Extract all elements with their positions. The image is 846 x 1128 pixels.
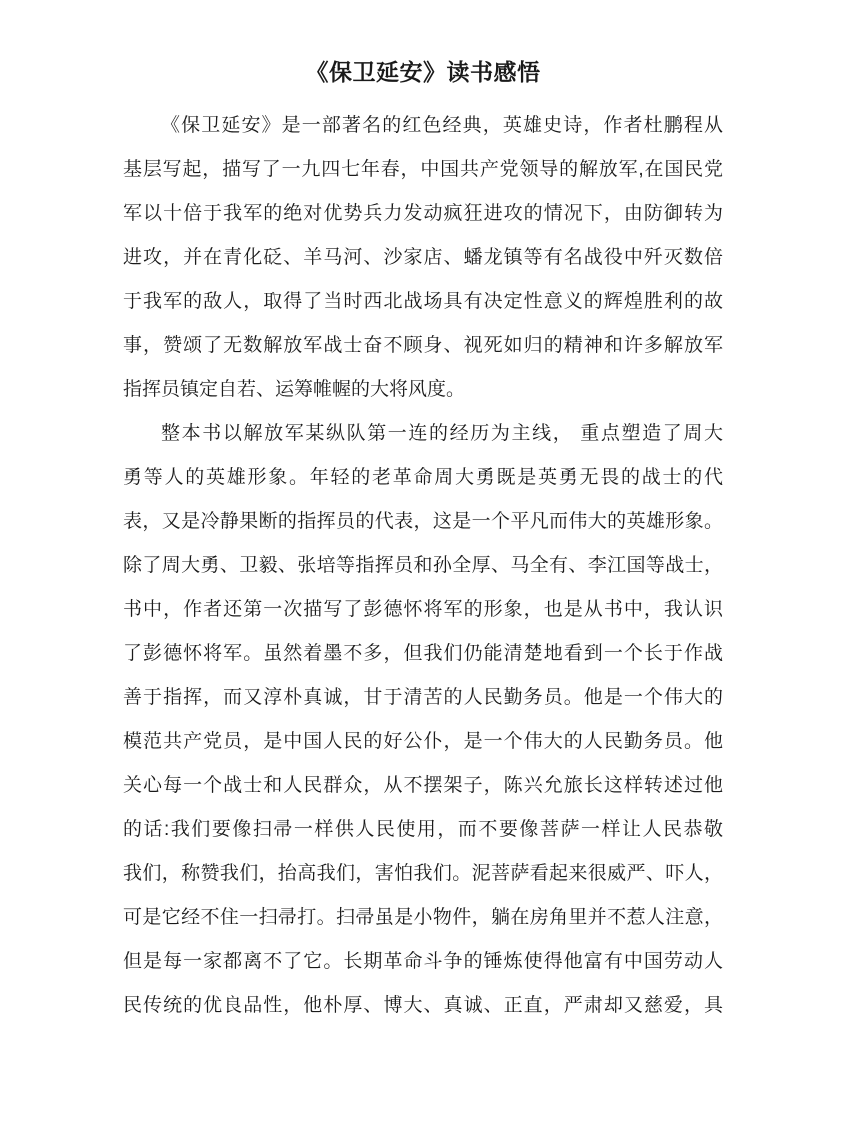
- text-line: 勇等人的英雄形象。年轻的老革命周大勇既是英勇无畏的战士的代: [123, 467, 723, 489]
- text-line: 《保卫延安》是一部著名的红色经典，英雄史诗，作者杜鹏程从: [161, 115, 723, 137]
- text-line: 模范共产党员，是中国人民的好公仆，是一个伟大的人民勤务员。他: [123, 731, 723, 753]
- text-line: 民传统的优良品性，他朴厚、博大、真诚、正直，严肃却又慈爱，具: [123, 995, 723, 1017]
- text-line: 整本书以解放军某纵队第一连的经历为主线， 重点塑造了周大: [161, 423, 723, 445]
- text-line: 善于指挥，而又淳朴真诚，甘于清苦的人民勤务员。他是一个伟大的: [123, 687, 723, 709]
- text-line: 可是它经不住一扫帚打。扫帚虽是小物件，躺在房角里并不惹人注意，: [123, 907, 723, 929]
- document-body: [123, 104, 723, 1028]
- text-line: 我们，称赞我们，抬高我们，害怕我们。泥菩萨看起来很威严、吓人，: [123, 863, 723, 885]
- paragraph: [123, 412, 723, 1028]
- text-line: 指挥员镇定自若、运筹帷幄的大将风度。: [123, 379, 466, 401]
- text-line: 表，又是冷静果断的指挥员的代表，这是一个平凡而伟大的英雄形象。: [123, 511, 723, 533]
- text-line: 进攻，并在青化砭、羊马河、沙家店、蟠龙镇等有名战役中歼灭数倍: [123, 247, 723, 269]
- text-line: 基层写起，描写了一九四七年春，中国共产党领导的解放军,在国民党: [123, 159, 723, 181]
- text-line: 了彭德怀将军。虽然着墨不多，但我们仍能清楚地看到一个长于作战: [123, 643, 723, 665]
- document-title: 《保卫延安》读书感悟: [305, 59, 541, 86]
- text-line: 书中，作者还第一次描写了彭德怀将军的形象，也是从书中，我认识: [123, 599, 723, 621]
- text-line: 关心每一个战士和人民群众，从不摆架子，陈兴允旅长这样转述过他: [123, 775, 723, 797]
- text-line: 的话:我们要像扫帚一样供人民使用，而不要像菩萨一样让人民恭敬: [123, 819, 723, 841]
- text-line: 军以十倍于我军的绝对优势兵力发动疯狂进攻的情况下，由防御转为: [123, 203, 723, 225]
- text-line: 除了周大勇、卫毅、张培等指挥员和孙全厚、马全有、李江国等战士，: [123, 555, 723, 577]
- text-line: 事，赞颂了无数解放军战士奋不顾身、视死如归的精神和许多解放军: [123, 335, 723, 357]
- text-line: 但是每一家都离不了它。长期革命斗争的锤炼使得他富有中国劳动人: [123, 951, 723, 973]
- paragraph: [123, 104, 723, 412]
- text-line: 于我军的敌人，取得了当时西北战场具有决定性意义的辉煌胜利的故: [123, 291, 723, 313]
